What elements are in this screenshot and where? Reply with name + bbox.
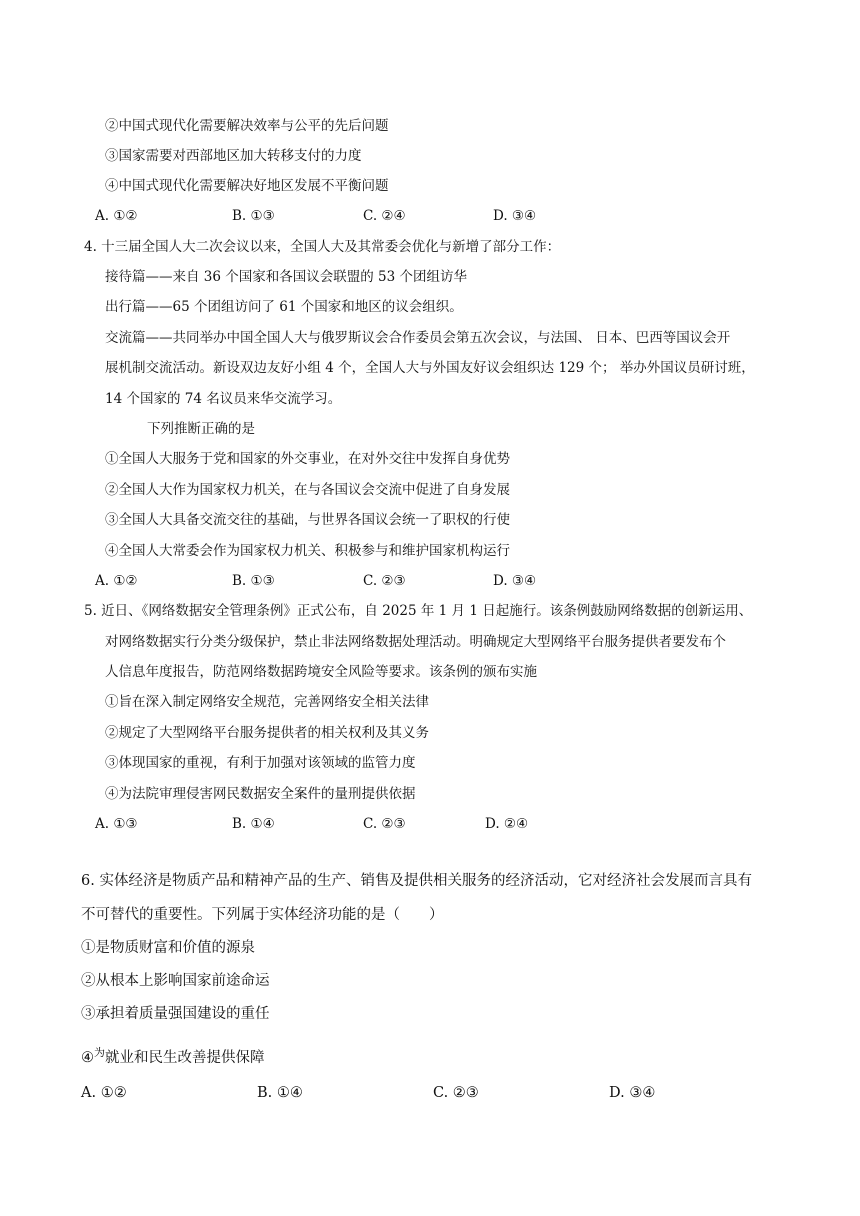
q4-paragraph-visits: 出行篇——65 个团组访问了 61 个国家和地区的议会组织。 [105,299,463,315]
q5-option-d[interactable]: D. ②④ [485,816,529,832]
q6-option-a[interactable]: A. ①② [81,1085,127,1101]
q4-paragraph-reception: 接待篇——来自 36 个国家和各国议会联盟的 53 个团组访华 [105,269,468,285]
q4-option-d[interactable]: D. ③④ [493,573,537,589]
q5-statement-2: ②规定了大型网络平台服务提供者的相关权利及其义务 [105,725,429,741]
q4-paragraph-exchange-line3: 14 个国家的 74 名议员来华交流学习。 [105,391,342,407]
q5-statement-4: ④为法院审理侵害网民数据安全案件的量刑提供依据 [105,786,416,802]
q6-statement-2: ②从根本上影响国家前途命运 [81,973,270,989]
q6-statement-4 [81,1043,265,1068]
q4-statement-4: ④全国人大常委会作为国家权力机关、积极参与和维护国家机构运行 [105,543,510,559]
q6-statement-1: ①是物质财富和价值的源泉 [81,940,255,956]
q6-option-c[interactable]: C. ②③ [433,1085,479,1101]
q4-paragraph-exchange-line2: 展机制交流活动。新设双边友好小组 4 个，全国人大与外国友好议会组织达 129 个； 举办外国议员研讨班， [105,360,755,376]
q6-statement-4-text: 就业和民生改善提供保障 [105,1050,265,1066]
q6-options [81,1083,801,1103]
q4-option-c[interactable]: C. ②③ [363,573,406,589]
q3-option-b[interactable]: B. ①③ [232,208,275,224]
q6-stem-line1: 6. 实体经济是物质产品和精神产品的生产、销售及提供相关服务的经济活动，它对经济社会发展而言具有 [81,873,752,889]
q3-statement-4: ④中国式现代化需要解决好地区发展不平衡问题 [105,178,389,194]
q6-option-b[interactable]: B. ①④ [257,1085,303,1101]
q5-statement-1: ①旨在深入制定网络安全规范，完善网络安全相关法律 [105,694,429,710]
q5-option-b[interactable]: B. ①④ [232,816,275,832]
q4-options [95,571,795,591]
q5-stem-line2: 对网络数据实行分类分级保护，禁止非法网络数据处理活动。明确规定大型网络平台服务提供者要发布个 [105,634,726,650]
q4-statement-3: ③全国人大具备交流交往的基础，与世界各国议会统一了职权的行使 [105,512,510,528]
q5-stem-line1: 5. 近日、《网络数据安全管理条例》正式公布，自 2025 年 1 月 1 日起施行。该条例鼓励网络数据的创新运用、 [84,603,753,619]
q6-option-d[interactable]: D. ③④ [609,1085,656,1101]
q4-option-b[interactable]: B. ①③ [232,573,275,589]
q5-option-c[interactable]: C. ②③ [363,816,406,832]
q4-statement-1: ①全国人大服务于党和国家的外交事业，在对外交往中发挥自身优势 [105,451,510,467]
q5-stem-line3: 人信息年度报告，防范网络数据跨境安全风险等要求。该条例的颁布实施 [105,664,537,680]
q3-option-a[interactable]: A. ①② [95,208,138,224]
q5-options [95,814,795,834]
q6-statement-4-raised-char: 为 [94,1046,105,1059]
q5-option-a[interactable]: A. ①③ [95,816,138,832]
q6-stem-line2: 不可替代的重要性。下列属于实体经济功能的是（ ） [81,907,444,923]
q3-options [95,206,795,226]
q3-statement-2: ②中国式现代化需要解决效率与公平的先后问题 [105,118,389,134]
q6-statement-3: ③承担着质量强国建设的重任 [81,1006,270,1022]
q3-option-c[interactable]: C. ②④ [363,208,406,224]
q4-prompt: 下列推断正确的是 [147,421,255,437]
q5-statement-3: ③体现国家的重视，有利于加强对该领域的监管力度 [105,755,416,771]
q3-statement-3: ③国家需要对西部地区加大转移支付的力度 [105,148,362,164]
q3-option-d[interactable]: D. ③④ [493,208,537,224]
q4-statement-2: ②全国人大作为国家权力机关，在与各国议会交流中促进了自身发展 [105,482,510,498]
q4-paragraph-exchange-line1: 交流篇——共同举办中国全国人大与俄罗斯议会合作委员会第五次会议，与法国、 日本、巴西等国议会开 [105,330,731,346]
q6-statement-4-number: ④ [81,1050,94,1066]
q4-option-a[interactable]: A. ①② [95,573,138,589]
q4-stem: 4. 十三届全国人大二次会议以来，全国人大及其常委会优化与新增了部分工作： [84,239,561,255]
